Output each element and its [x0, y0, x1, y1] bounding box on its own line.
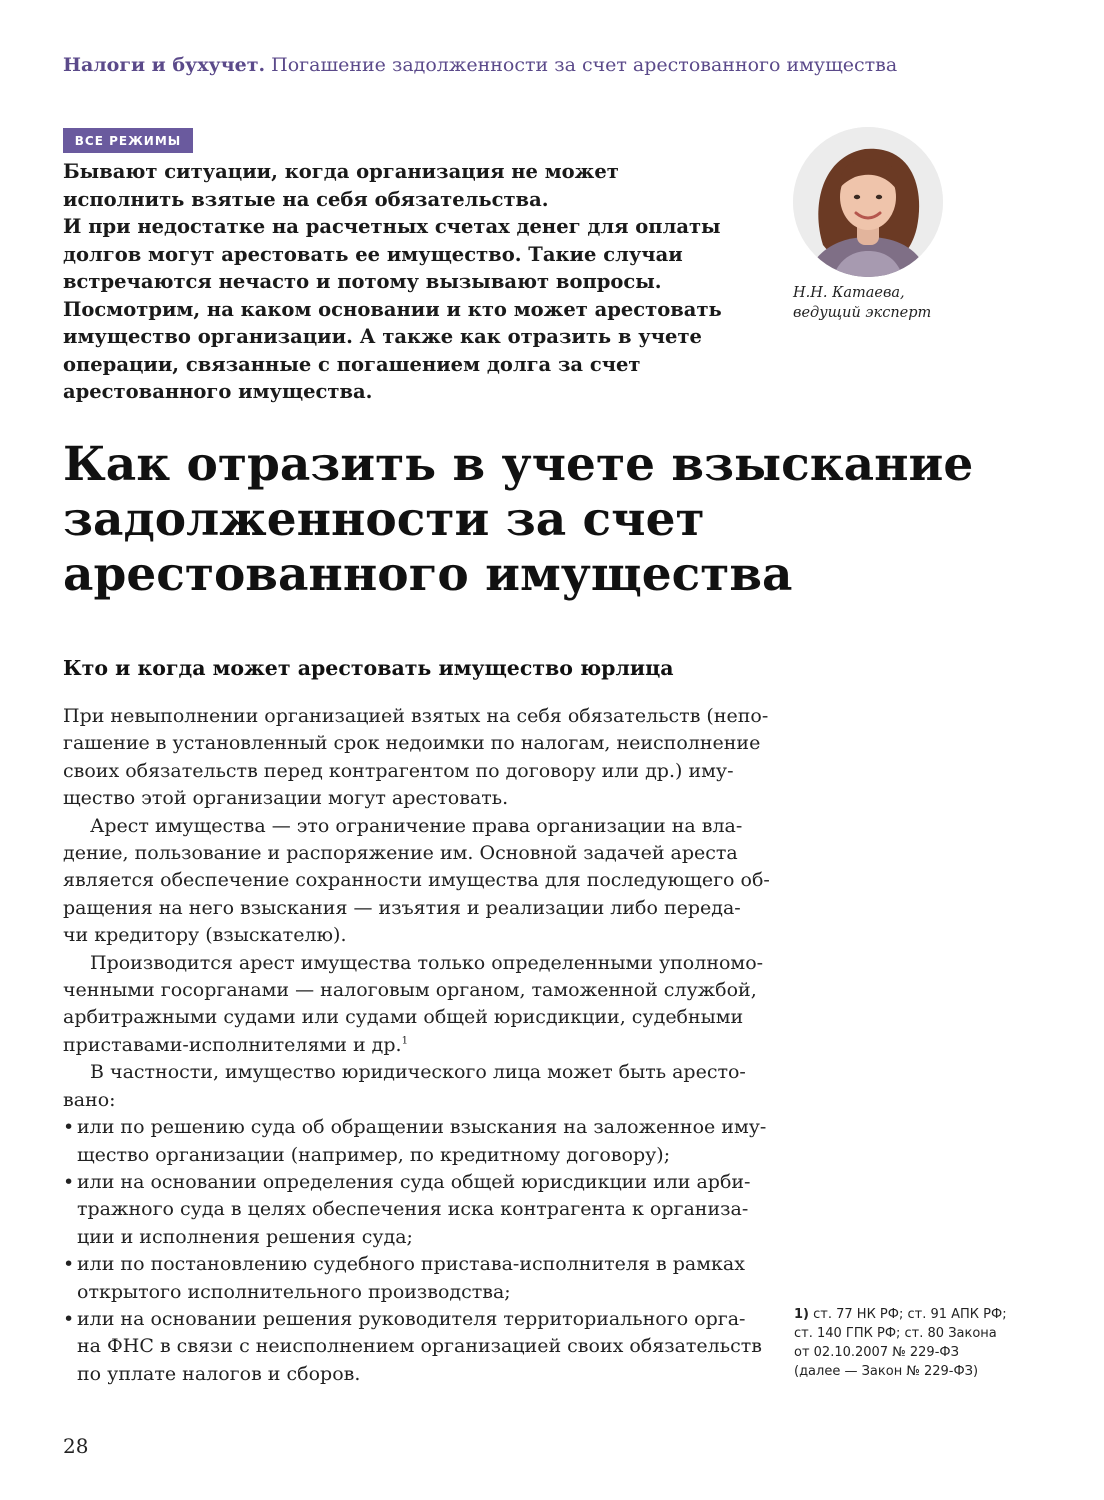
body-line: При невыполнении организацией взятых на себя обязательств (непо- — [63, 705, 769, 727]
body-line: ращения на него взыскания — изъятия и реализации либо переда- — [63, 896, 741, 919]
footnote-line: от 02.10.2007 № 229-ФЗ — [794, 1345, 959, 1360]
bullet-item — [63, 1251, 763, 1306]
bullet-icon: • — [63, 1307, 75, 1330]
bullet-line: открытого исполнительного производства; — [77, 1280, 511, 1303]
bullet-icon: • — [63, 1116, 75, 1139]
body-line: Арест имущества — это ограничение права организации на вла- — [90, 814, 743, 837]
bullet-line: или на основании определения суда общей юрисдикции или арби- — [77, 1170, 751, 1193]
lead-line: встречаются нечасто и потому вызывают вопросы. — [63, 270, 662, 293]
body-paragraph-2 — [63, 813, 770, 950]
bullet-line: щество организации (например, по кредитному договору); — [77, 1143, 671, 1166]
article-title — [63, 437, 1043, 602]
bullet-item — [63, 1114, 767, 1169]
author-portrait — [793, 127, 943, 277]
bullet-line: или на основании решения руководителя территориального орга- — [77, 1307, 746, 1330]
bullet-line: тражного суда в целях обеспечения иска контрагента к организа- — [77, 1198, 749, 1221]
bullet-line: на ФНС в связи с неисполнением организацией своих обязательств — [77, 1335, 762, 1358]
bullet-item — [63, 1306, 763, 1388]
footnote-line: (далее — Закон № 229-ФЗ) — [794, 1364, 979, 1379]
footnote-text: ст. 77 НК РФ; ст. 91 АПК РФ; — [813, 1307, 1007, 1322]
body-line: В частности, имущество юридического лица может быть аресто- — [90, 1061, 746, 1084]
body-line: Производится арест имущества только определенными уполномо- — [90, 951, 764, 974]
body-line — [63, 1032, 763, 1059]
article-body — [63, 703, 770, 1388]
title-line: задолженности за счет — [63, 492, 705, 547]
footnote-number: 1) — [794, 1307, 809, 1322]
body-line: своих обязательств перед контрагентом по договору или др.) иму- — [63, 759, 734, 782]
lead-line: И при недостатке на расчетных счетах денег для оплаты — [63, 215, 721, 238]
body-paragraph-1 — [63, 703, 769, 813]
footnote — [794, 1305, 1054, 1381]
body-line: дение, пользование и распоряжение им. Основной задачей ареста — [63, 842, 738, 865]
footnote-line — [794, 1305, 1054, 1324]
body-paragraph-3 — [63, 950, 763, 1060]
page-number: 28 — [63, 1434, 89, 1458]
lead-line: исполнить взятые на себя обязательства. — [63, 187, 549, 211]
footnote-ref[interactable]: 1 — [401, 1035, 408, 1047]
running-head-section: Налоги и бухучет. — [63, 54, 266, 76]
lead-line: операции, связанные с погашением долга за счет — [63, 352, 641, 376]
bullet-icon: • — [63, 1253, 75, 1276]
bullet-line: или по постановлению судебного пристава-исполнителя в рамках — [77, 1253, 745, 1276]
author-role: ведущий эксперт — [793, 305, 932, 321]
bullet-item — [63, 1169, 763, 1251]
body-line: арбитражными судами или судами общей юрисдикции, судебными — [63, 1006, 744, 1029]
body-line: является обеспечение сохранности имущества для последующего об- — [63, 869, 770, 892]
title-line: арестованного имущества — [63, 547, 793, 602]
bullet-icon: • — [63, 1170, 75, 1193]
footnote-line: ст. 140 ГПК РФ; ст. 80 Закона — [794, 1326, 997, 1341]
lead-line: имущество организации. А также как отразить в учете — [63, 325, 702, 348]
title-line: Как отразить в учете взыскание — [63, 437, 974, 492]
author-caption — [793, 283, 1053, 323]
lead-line: арестованного имущества. — [63, 380, 373, 403]
lead-line: долгов могут арестовать ее имущество. Такие случаи — [63, 242, 683, 266]
bullet-line: по уплате налогов и сборов. — [77, 1362, 361, 1385]
running-head — [63, 54, 1023, 76]
body-line: гашение в установленный срок недоимки по налогам, неисполнение — [63, 732, 761, 755]
body-line-text: приставами-исполнителями и др. — [63, 1033, 402, 1056]
author-photo — [793, 127, 943, 277]
bullet-line: ции и исполнения решения суда; — [77, 1225, 413, 1248]
body-line: щество этой организации могут арестовать. — [63, 787, 509, 810]
regime-tag: ВСЕ РЕЖИМЫ — [63, 128, 193, 153]
running-head-article: Погашение задолженности за счет арестованного имущества — [271, 54, 898, 76]
section-heading: Кто и когда может арестовать имущество юрлица — [63, 656, 674, 680]
body-line: чи кредитору (взыскателю). — [63, 924, 347, 947]
body-line: вано: — [63, 1088, 116, 1111]
lead-line: Бывают ситуации, когда организация не может — [63, 160, 619, 183]
lead-line: Посмотрим, на каком основании и кто может арестовать — [63, 297, 722, 321]
bullet-line: или по решению суда об обращении взыскания на заложенное иму- — [77, 1116, 767, 1139]
author-name: Н.Н. Катаева, — [793, 285, 905, 301]
body-paragraph-4 — [63, 1059, 763, 1114]
lead-paragraph — [63, 158, 773, 406]
body-line: ченными госорганами — налоговым органом, таможенной службой, — [63, 979, 757, 1002]
